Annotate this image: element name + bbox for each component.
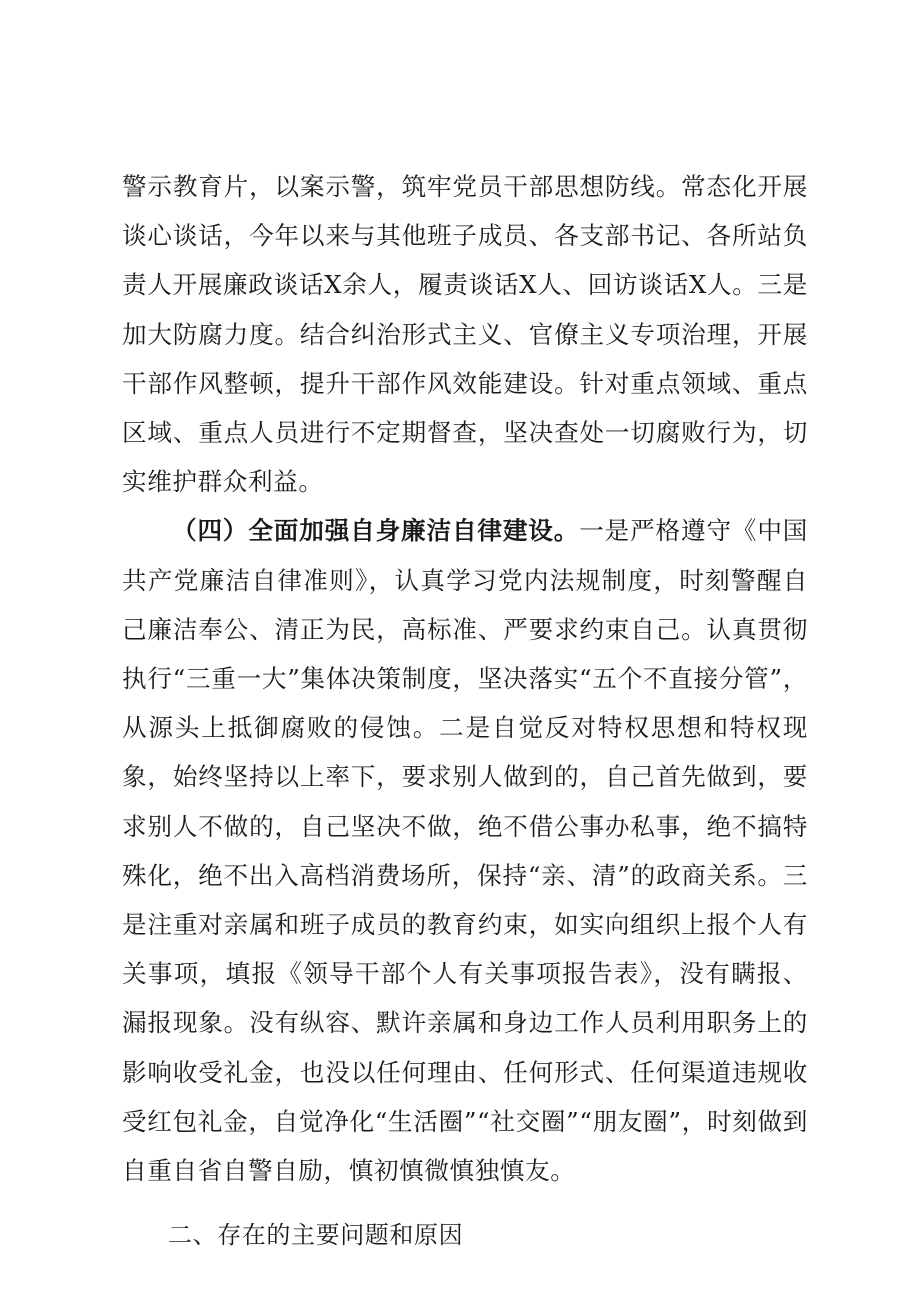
paragraph-body: 一是严格遵守《中国共产党廉洁自律准则》，认真学习党内法规制度，时刻警醒自己廉洁奉公、清正为民，高标准、严要求约束自己。认真贯彻执行“三重一大”集体决策制度，坚决落实“五个不直接分管”，从源头上抵御腐败的侵蚀。二是自觉反对特权思想和特权现象，始终坚持以上率下，要求别人做到的，自己首先做到，要求别人不做的，自己坚决不做，绝不借公事办私事，绝不搞特殊化，绝不出入高档消费场所，保持“亲、清”的政商关系。三是注重对亲属和班子成员的教育约束，如实向组织上报个人有关事项，填报《领导干部个人有关事项报告表》，没有瞒报、漏报现象。没有纵容、默许亲属和身边工作人员利用职务上的影响收受礼金，也没以任何理由、任何形式、任何渠道违规收受红包礼金，自觉净化“生活圈”“社交圈”“朋友圈”，时刻做到自重自省自警自励，慎初慎微慎独慎友。 bbox=[122, 516, 808, 1186]
paragraph-title-bold: （四）全面加强自身廉洁自律建设。 bbox=[172, 516, 580, 546]
paragraph-continued: 警示教育片，以案示警，筑牢党员干部思想防线。常态化开展谈心谈话，今年以来与其他班子成员、各支部书记、各所站负责人开展廉政谈话X余人，履责谈话X人、回访谈话X人。三是加大防腐力度。结合纠治形式主义、官僚主义专项治理，开展干部作风整顿，提升干部作风效能建设。针对重点领域、重点区域、重点人员进行不定期督查，坚决查处一切腐败行为，切实维护群众利益。 bbox=[122, 172, 808, 497]
section-heading: 二、存在的主要问题和原因 bbox=[168, 1221, 464, 1250]
paragraph-section-four bbox=[122, 506, 808, 1195]
document-body bbox=[122, 162, 808, 1257]
